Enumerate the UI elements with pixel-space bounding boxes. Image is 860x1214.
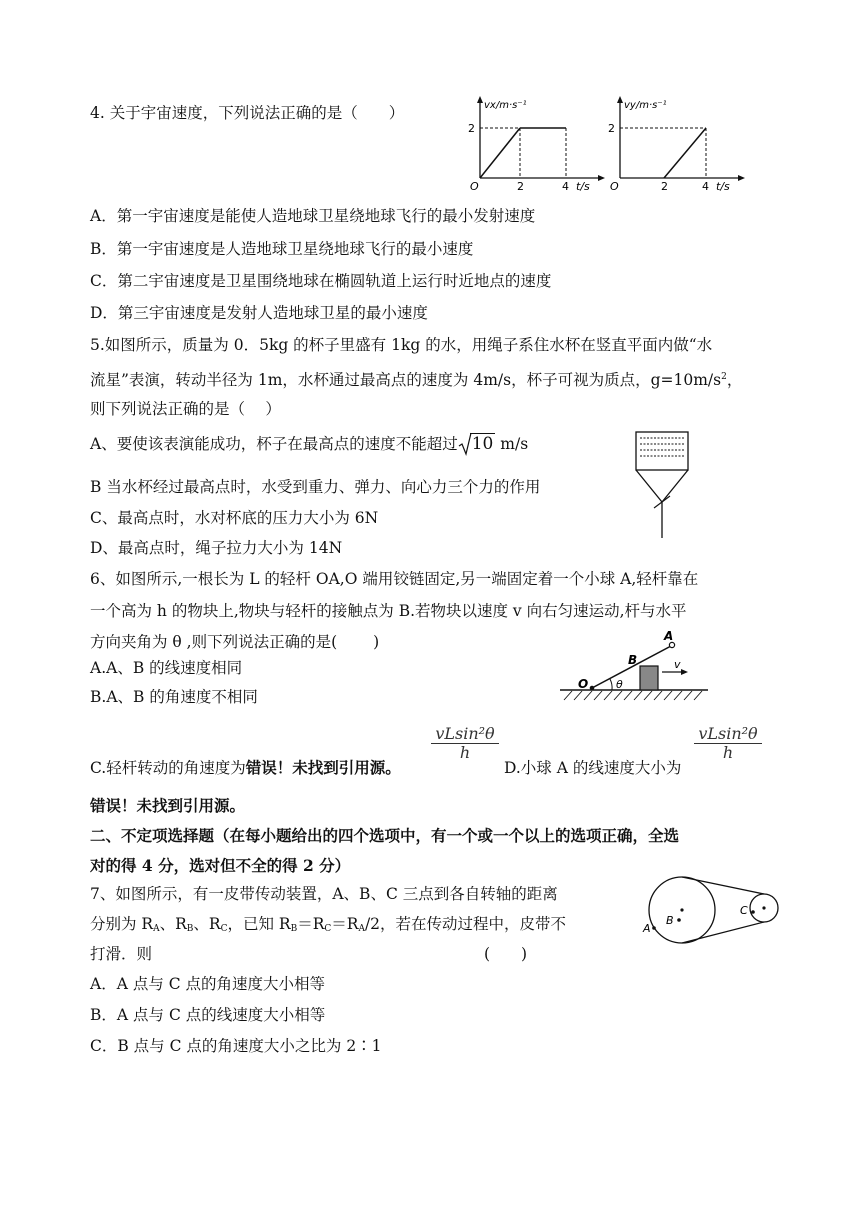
q4-option-b: B．第一宇宙速度是人造地球卫星绕地球飞行的最小速度 [90,240,474,258]
q4-graph-vy [606,94,746,194]
section2-heading-line2: 对的得 4 分，选对但不全的得 2 分） [90,856,351,875]
q5-stem-line2: 流星”表演，转动半径为 1m，水杯通过最高点的速度为 4m/s，杯子可视为质点，$g=10m/s^2$， [90,371,743,389]
q6-option-b: B.A、B 的角速度不相同 [90,688,258,706]
g2-xlabel: t/s [716,180,730,193]
g2-origin: O [610,180,619,193]
q6-stem-line1: 6、如图所示,一根长为 L 的轻杆 OA,O 端用铰链固定,另一端固定着一个小球 A,轻杆靠在 [90,570,699,588]
g1-ytick: 2 [468,122,475,135]
sqrt-10: 10 [458,434,496,454]
ref-error-d: 错误！未找到引用源。 [90,797,246,815]
label-A: A [643,922,651,935]
q6-stem-line2: 一个高为 h 的物块上,物块与轻杆的接触点为 B.若物块以速度 v 向右匀速运动,杆与水平 [90,602,687,620]
q6-rod-block-figure [560,626,710,708]
q7-answer-bracket: ( ) [484,945,528,963]
q4-option-c: C．第二宇宙速度是卫星围绕地球在椭圆轨道上运行时近地点的速度 [90,272,552,290]
g1-xtick-2: 2 [517,180,524,193]
q4-option-d: D．第三宇宙速度是发射人造地球卫星的最小速度 [90,304,428,322]
section2-heading-line1: 二、不定项选择题（在每小题给出的四个选项中，有一个或一个以上的选项正确，全选 [90,826,680,845]
q5-option-b: B 当水杯经过最高点时，水受到重力、弹力、向心力三个力的作用 [90,478,541,496]
label-O: O [578,677,589,691]
q4-graph-vx [466,94,606,194]
q7-stem-line3: 打滑．则 [90,945,153,963]
label-B: B [628,653,638,667]
g1-xtick-4: 4 [562,180,569,193]
g2-xtick-4: 4 [702,180,709,193]
q5-option-d: D、最高点时，绳子拉力大小为 14N [90,539,343,557]
q5-option-a: A、要使该表演能成功，杯子在最高点的速度不能超过 10 m/s [90,434,529,454]
label-C: C [740,904,748,917]
q7-option-b: B．A 点与 C 点的线速度大小相等 [90,1006,326,1024]
label-v: v [674,658,681,671]
q7-stem-line2: 分别为 $R_A$、$R_B$、$R_C$，已知 $R_B=R_C=R_A/2$，若在传动过程中，皮带不 [90,915,567,934]
q7-belt-pulley-figure [642,874,788,946]
label-A: A [664,629,674,643]
q6-stem-line3: 方向夹角为 θ ,则下列说法正确的是( ) [90,633,380,651]
q4-stem: 4. 关于宇宙速度，下列说法正确的是（ ） [90,104,405,122]
q5-stem-line3: 则下列说法正确的是（ ） [90,400,281,418]
q5-water-cup-figure [632,430,692,542]
label-B: B [666,914,674,927]
q6-option-d: D.小球 A 的线速度大小为 [504,759,682,777]
q6-formula-c: $\frac{\text{vLsin²θ}}{h}$ [430,724,500,762]
g1-xlabel: t/s [576,180,590,193]
q7-option-c: C．B 点与 C 点的角速度大小之比为 2∶1 [90,1037,382,1055]
q5-option-c: C、最高点时，水对杯底的压力大小为 6N [90,509,379,527]
label-theta: θ [616,678,623,691]
q6-option-a: A.A、B 的线速度相同 [90,659,243,677]
g1-ylabel: vx/m·s⁻¹ [484,100,527,111]
q7-option-a: A．A 点与 C 点的角速度大小相等 [90,975,326,993]
g2-xtick-2: 2 [661,180,668,193]
g2-ytick: 2 [608,122,615,135]
q6-formula-d: $\frac{\text{vLsin²θ}}{h}$ [690,724,766,762]
q6-option-c: C.轻杆转动的角速度为错误！未找到引用源。 [90,759,401,777]
g1-origin: O [470,180,479,193]
q5-stem-line1: 5.如图所示，质量为 0．5kg 的杯子里盛有 1kg 的水，用绳子系住水杯在竖直平面内做“水 [90,336,713,354]
q4-option-a: A．第一宇宙速度是能使人造地球卫星绕地球飞行的最小发射速度 [90,207,536,225]
g2-ylabel: vy/m·s⁻¹ [624,100,667,111]
q7-stem-line1: 7、如图所示，有一皮带传动装置，A、B、C 三点到各自转轴的距离 [90,885,558,903]
ref-error-c: 错误！未找到引用源。 [245,759,401,777]
